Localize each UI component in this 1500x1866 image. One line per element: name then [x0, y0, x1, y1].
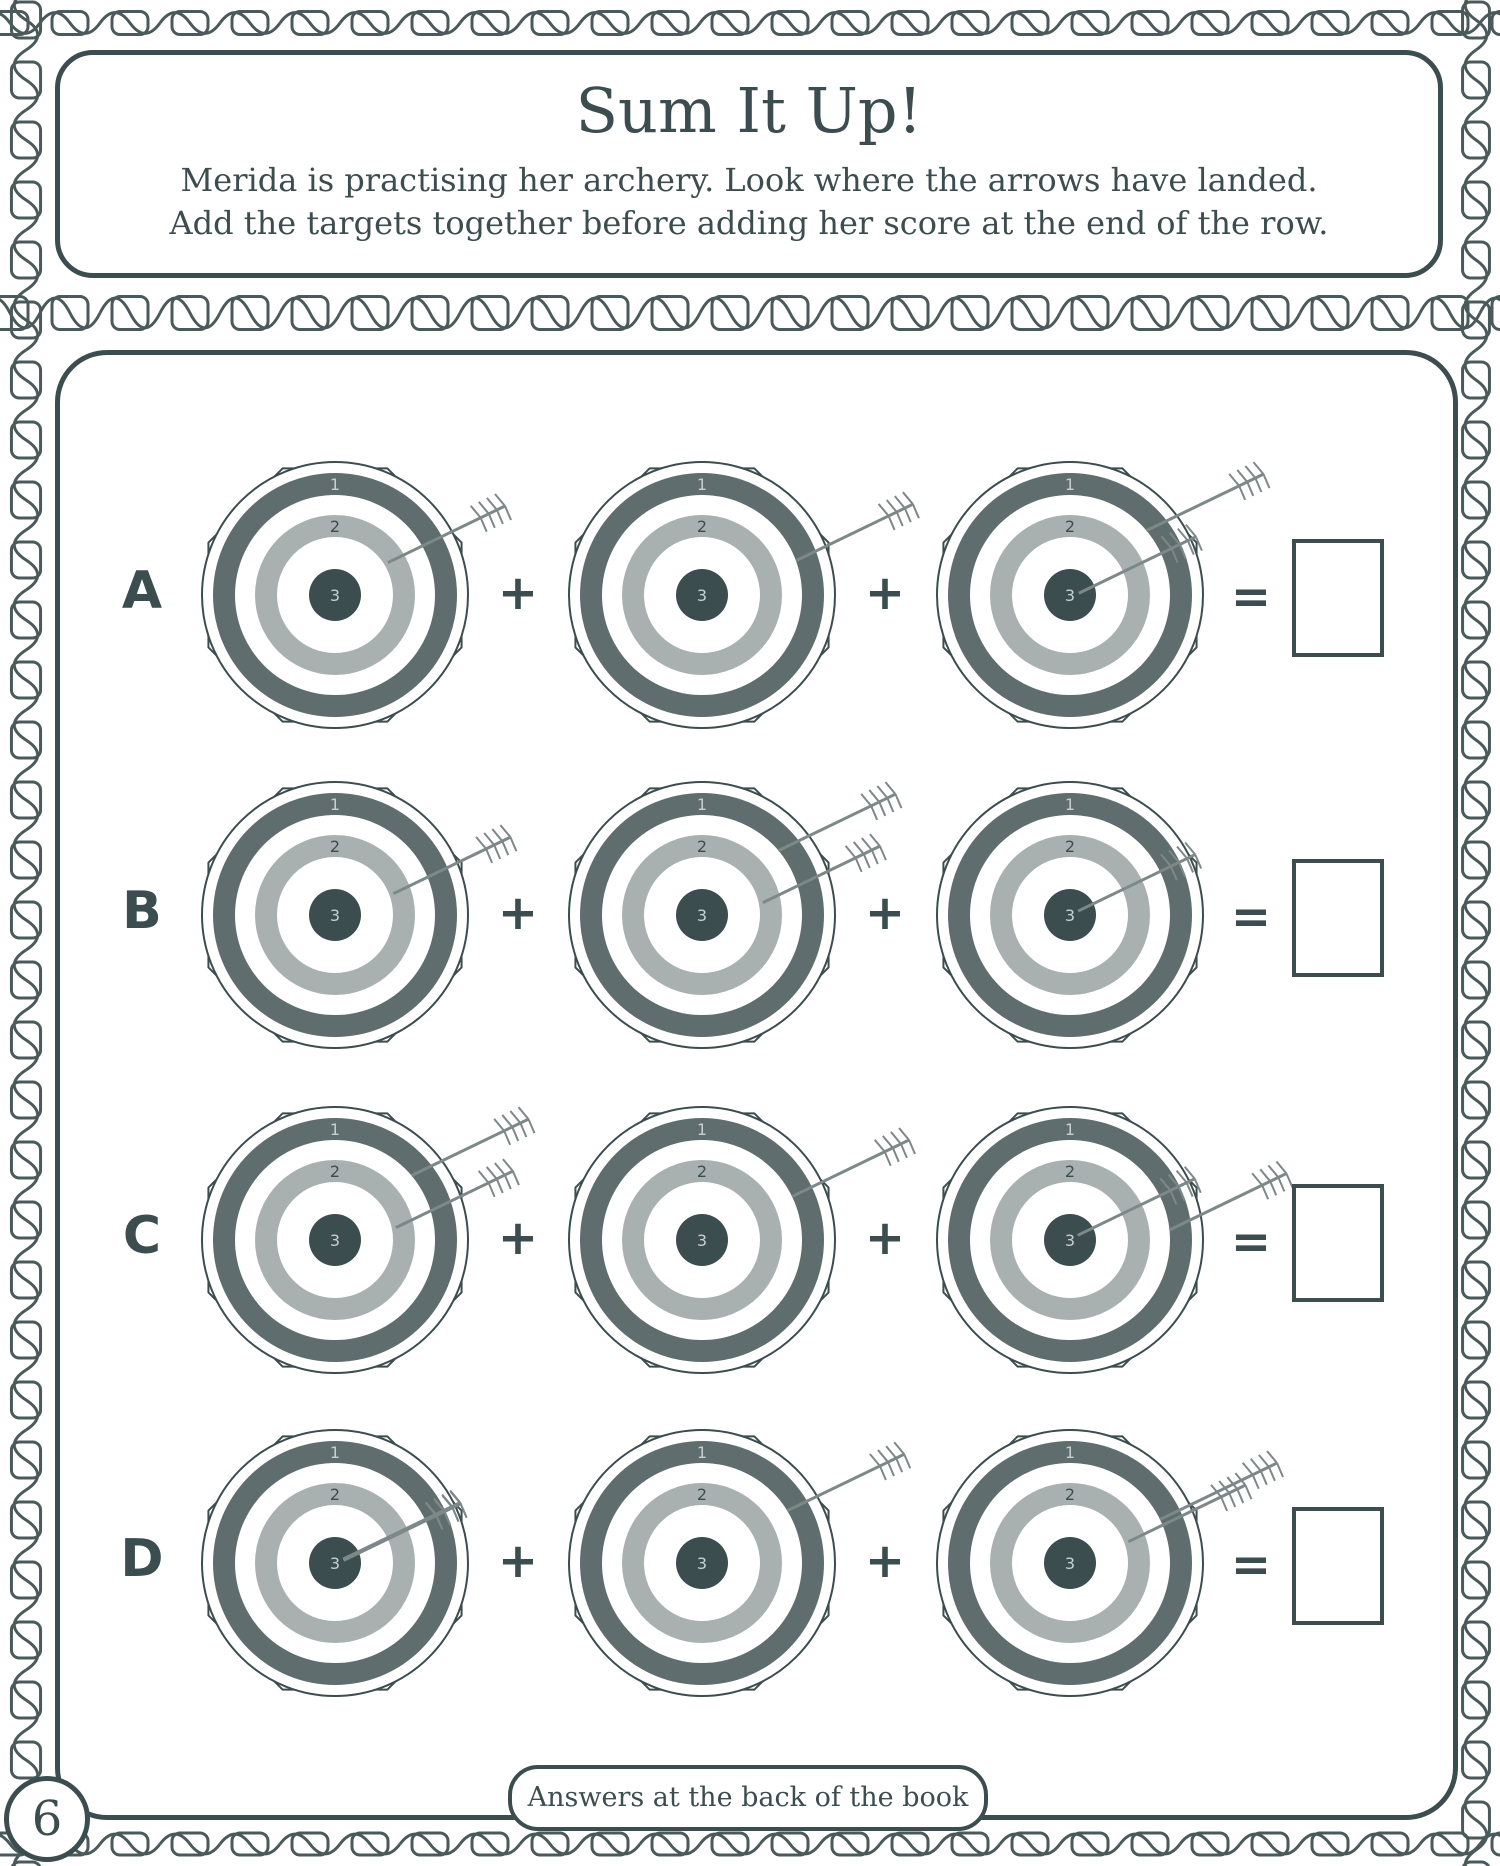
equals-sign: = — [1230, 1537, 1272, 1593]
ring-label-3: 3 — [329, 1554, 341, 1573]
ring-label-2: 2 — [329, 1162, 341, 1181]
ring-label-1: 1 — [329, 795, 341, 814]
equals-sign: = — [1230, 889, 1272, 945]
ring-label-2: 2 — [329, 517, 341, 536]
ring-label-1: 1 — [329, 1120, 341, 1139]
plus-sign: + — [497, 885, 539, 941]
plus-sign: + — [497, 1533, 539, 1589]
target-a-1 — [202, 462, 511, 728]
ring-label-2: 2 — [1064, 1162, 1076, 1181]
ring-label-3: 3 — [329, 906, 341, 925]
page-title: Sum It Up! — [575, 74, 923, 147]
ring-label-3: 3 — [696, 1554, 708, 1573]
arrow — [787, 1442, 910, 1511]
target-b-3 — [937, 782, 1203, 1048]
ring-label-1: 1 — [696, 475, 708, 494]
answer-box-a[interactable] — [1292, 539, 1384, 657]
ring-label-3: 3 — [696, 1231, 708, 1250]
ring-label-3: 3 — [1064, 906, 1076, 925]
answer-box-b[interactable] — [1292, 859, 1384, 977]
row-label-a: A — [121, 561, 163, 621]
ring-label-1: 1 — [329, 1443, 341, 1462]
ring-label-3: 3 — [1064, 586, 1076, 605]
equals-sign: = — [1230, 569, 1272, 625]
ring-label-2: 2 — [329, 837, 341, 856]
row-label-c: C — [122, 1206, 162, 1266]
target-a-3 — [937, 462, 1269, 728]
ring-label-3: 3 — [329, 1231, 341, 1250]
plus-sign: + — [864, 885, 906, 941]
answer-box-d[interactable] — [1292, 1507, 1384, 1625]
target-b-2 — [569, 782, 901, 1048]
ring-label-1: 1 — [696, 795, 708, 814]
equals-sign: = — [1230, 1214, 1272, 1270]
instruction-line-2: Add the targets together before adding her score at the end of the row. — [169, 204, 1329, 243]
plus-sign: + — [497, 565, 539, 621]
ring-label-3: 3 — [696, 586, 708, 605]
row-label-b: B — [122, 881, 162, 941]
ring-label-1: 1 — [696, 1443, 708, 1462]
ring-label-1: 1 — [1064, 475, 1076, 494]
ring-label-2: 2 — [696, 837, 708, 856]
ring-label-2: 2 — [1064, 517, 1076, 536]
ring-label-2: 2 — [329, 1485, 341, 1504]
plus-sign: + — [864, 1210, 906, 1266]
answers-note: Answers at the back of the book — [508, 1765, 988, 1831]
page-number: 6 — [4, 1776, 90, 1862]
plus-sign: + — [864, 565, 906, 621]
ring-label-3: 3 — [1064, 1554, 1076, 1573]
target-c-1 — [202, 1107, 534, 1373]
plus-sign: + — [497, 1210, 539, 1266]
target-b-1 — [202, 782, 516, 1048]
ring-label-2: 2 — [696, 517, 708, 536]
ring-label-3: 3 — [329, 586, 341, 605]
ring-label-2: 2 — [1064, 837, 1076, 856]
ring-label-1: 1 — [1064, 1443, 1076, 1462]
arrow — [778, 782, 901, 851]
arrow — [1146, 462, 1269, 531]
plus-sign: + — [864, 1533, 906, 1589]
ring-label-2: 2 — [696, 1485, 708, 1504]
ring-label-2: 2 — [1064, 1485, 1076, 1504]
ring-label-1: 1 — [329, 475, 341, 494]
row-label-d: D — [120, 1529, 164, 1589]
target-d-1 — [202, 1430, 468, 1696]
ring-label-1: 1 — [1064, 1120, 1076, 1139]
ring-label-3: 3 — [1064, 1231, 1076, 1250]
instruction-line-1: Merida is practising her archery. Look where the arrows have landed. — [180, 161, 1318, 200]
ring-label-3: 3 — [696, 906, 708, 925]
arrow — [411, 1107, 534, 1176]
answer-box-c[interactable] — [1292, 1184, 1384, 1302]
ring-label-2: 2 — [696, 1162, 708, 1181]
ring-label-1: 1 — [696, 1120, 708, 1139]
ring-label-1: 1 — [1064, 795, 1076, 814]
